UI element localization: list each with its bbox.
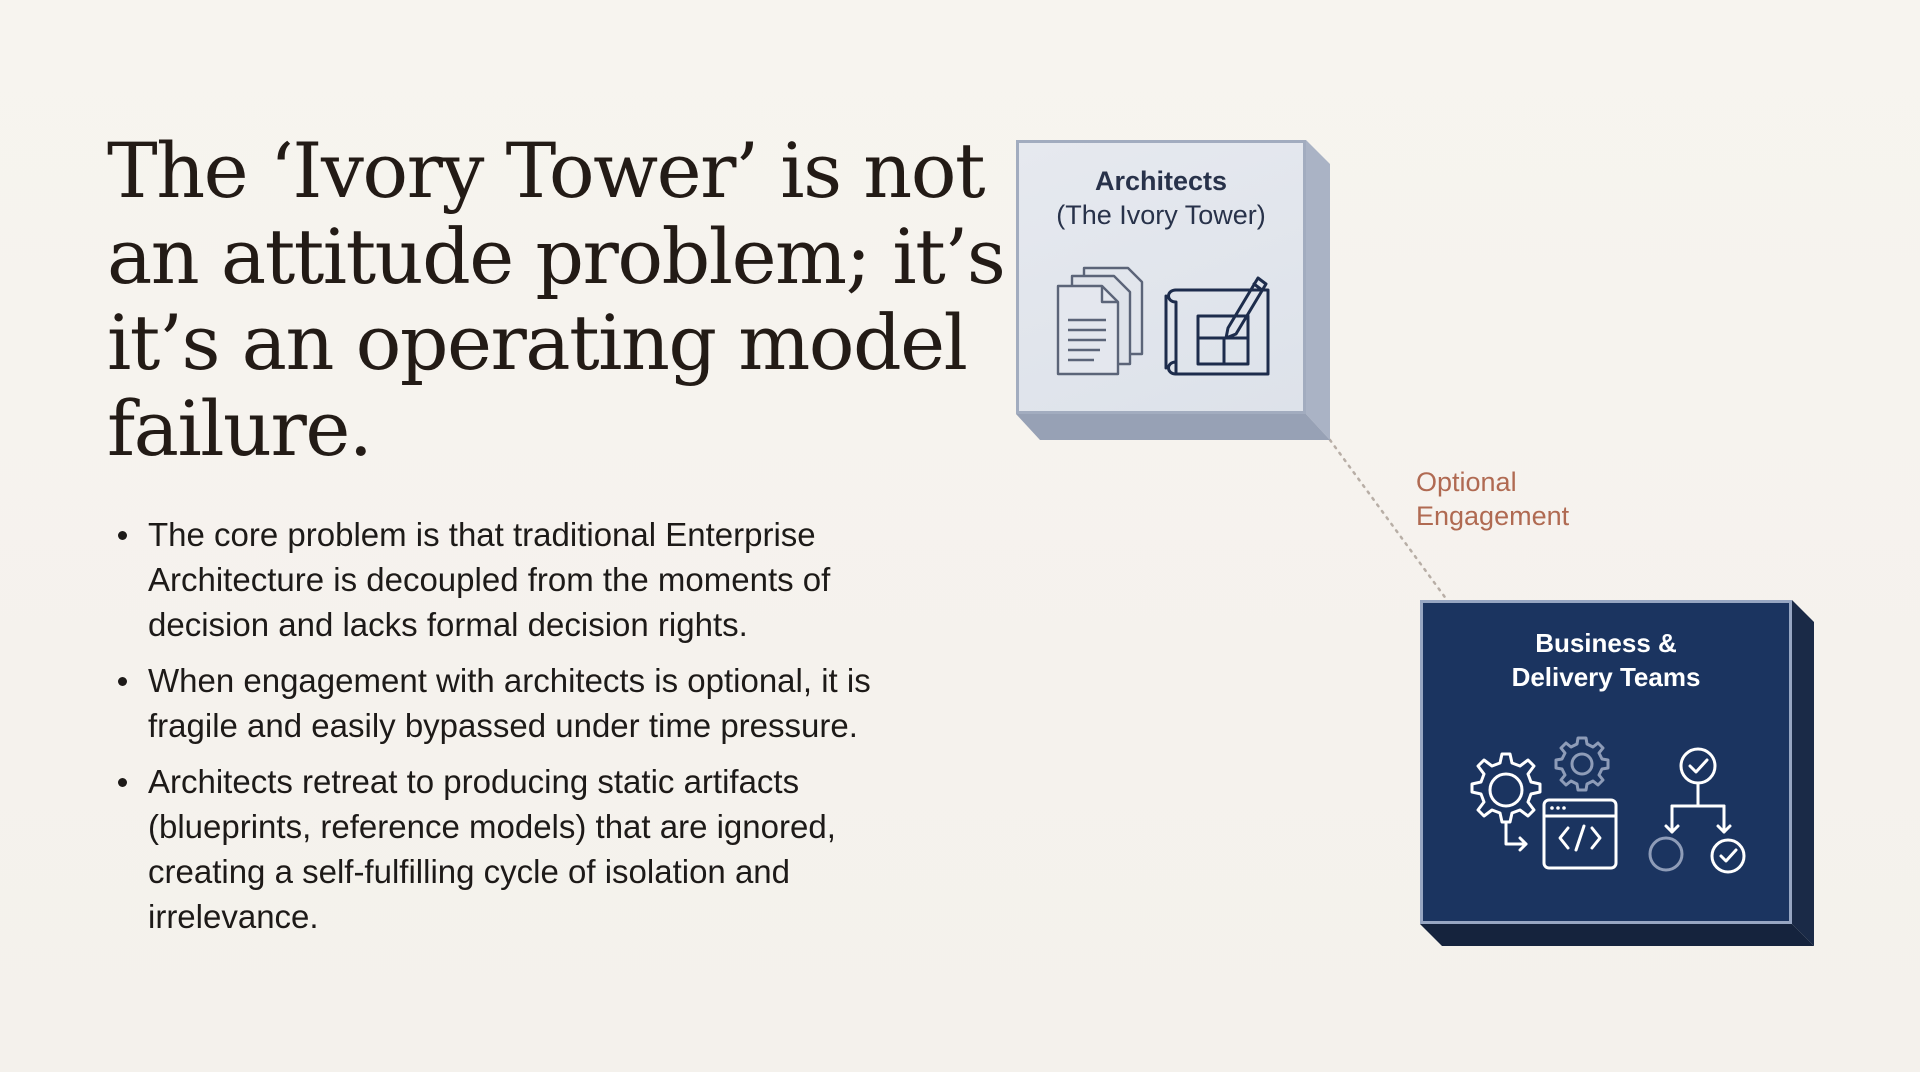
blueprint-pencil-icon bbox=[1162, 272, 1274, 376]
bullet-text-line: Architects retreat to producing static artifacts bbox=[148, 763, 800, 800]
bullet-text-line: When engagement with architects is optional, it is bbox=[148, 662, 871, 699]
architects-node bbox=[1016, 140, 1330, 440]
bullet-text-line: decision and lacks formal decision rights. bbox=[148, 606, 748, 643]
bullet-text-line: fragile and easily bypassed under time pressure. bbox=[148, 707, 858, 744]
delivery-teams-title bbox=[1420, 626, 1792, 694]
architects-subtitle: (The Ivory Tower) bbox=[1056, 200, 1266, 230]
connector-label-line: Engagement bbox=[1416, 501, 1570, 531]
architects-node-base bbox=[1016, 414, 1330, 440]
delivery-teams-node-side bbox=[1792, 600, 1814, 946]
architects-title: Architects bbox=[1094, 166, 1228, 196]
title-line: an attitude problem; it’s bbox=[107, 212, 1005, 301]
bullet-text-line: The core problem is that traditional Enterprise bbox=[148, 516, 816, 553]
workflow-checks-icon bbox=[1644, 746, 1756, 878]
bullet-text-line: Architecture is decoupled from the moments of bbox=[148, 561, 831, 598]
gears-code-icon bbox=[1462, 734, 1626, 880]
connector-label-line: Optional bbox=[1416, 467, 1517, 497]
delivery-teams-title-line: Business & bbox=[1535, 628, 1677, 658]
bullet-text-line: creating a self-fulfilling cycle of isolation and bbox=[148, 853, 791, 890]
bullet-text-line: (blueprints, reference models) that are ignored, bbox=[148, 808, 836, 845]
title-line: The ‘Ivory Tower’ is not bbox=[107, 126, 985, 215]
documents-icon bbox=[1050, 264, 1146, 376]
delivery-teams-node-base bbox=[1420, 924, 1814, 946]
architects-node-side bbox=[1306, 140, 1330, 440]
connector-label bbox=[1416, 465, 1569, 533]
title-line: it’s an operating model bbox=[107, 298, 967, 387]
title-line: failure. bbox=[107, 384, 372, 473]
delivery-teams-node bbox=[1420, 600, 1814, 946]
bullet-text-line: irrelevance. bbox=[148, 898, 319, 935]
delivery-teams-title-line: Delivery Teams bbox=[1511, 662, 1701, 692]
